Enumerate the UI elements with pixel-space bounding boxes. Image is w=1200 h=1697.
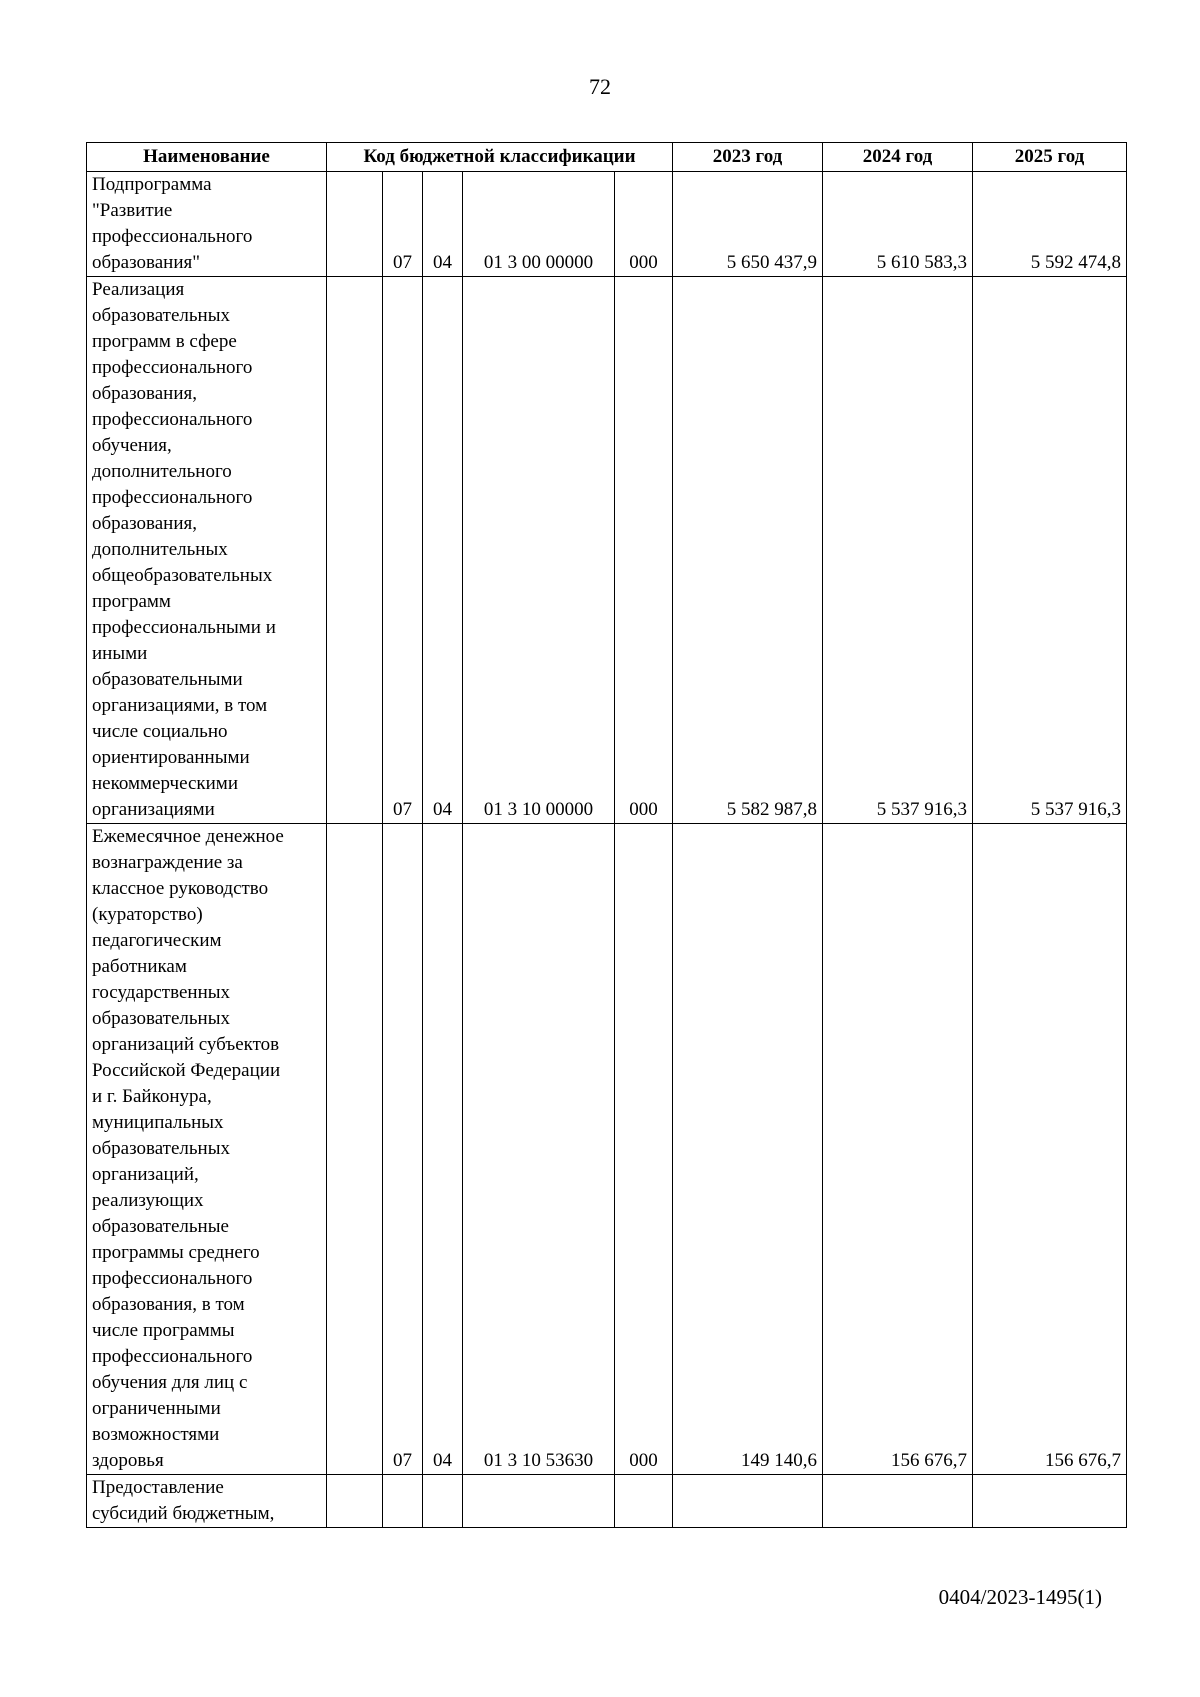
code-subsection: 04 xyxy=(423,824,463,1475)
code-section: 07 xyxy=(383,172,423,277)
value-2025: 5 537 916,3 xyxy=(973,277,1127,824)
header-name: Наименование xyxy=(87,143,327,172)
code-subsection: 04 xyxy=(423,277,463,824)
code-empty xyxy=(327,824,383,1475)
code-expense-type xyxy=(615,1475,673,1528)
row-name: Ежемесячное денежное вознаграждение за классное руководство (кураторство) педагогическим работникам государственных образовательных организаций субъектов Российской Федерации и г. Байконура, муниципальных образовательных организаций, реализующих образовательные программы среднего профессионального образования, в том числе программы профессионального обучения для лиц с ограниченными возможностями здоровья xyxy=(87,824,327,1475)
row-name: Предоставление субсидий бюджетным, xyxy=(87,1475,327,1528)
table-row xyxy=(87,824,1127,1475)
value-2024 xyxy=(823,1475,973,1528)
code-expense-type: 000 xyxy=(615,172,673,277)
code-empty xyxy=(327,172,383,277)
row-name: Подпрограмма "Развитие профессионального образования" xyxy=(87,172,327,277)
value-2025: 156 676,7 xyxy=(973,824,1127,1475)
table-row xyxy=(87,172,1127,277)
code-section: 07 xyxy=(383,277,423,824)
code-section: 07 xyxy=(383,824,423,1475)
document-code: 0404/2023-1495(1) xyxy=(938,1585,1102,1609)
value-2025: 5 592 474,8 xyxy=(973,172,1127,277)
code-target-article xyxy=(463,1475,615,1528)
table-row xyxy=(87,1475,1127,1528)
code-subsection xyxy=(423,1475,463,1528)
code-target-article: 01 3 10 00000 xyxy=(463,277,615,824)
code-target-article: 01 3 10 53630 xyxy=(463,824,615,1475)
value-2024: 5 537 916,3 xyxy=(823,277,973,824)
code-empty xyxy=(327,277,383,824)
page-number: 72 xyxy=(589,74,611,99)
budget-table xyxy=(86,142,1127,1528)
value-2024: 5 610 583,3 xyxy=(823,172,973,277)
table-header-row xyxy=(87,143,1127,172)
code-expense-type: 000 xyxy=(615,824,673,1475)
value-2023 xyxy=(673,1475,823,1528)
row-name: Реализация образовательных программ в сфере профессионального образования, профессионального обучения, дополнительного профессионального образования, дополнительных общеобразовательных программ профессиональными и иными образовательными организациями, в том числе социально ориентированными некоммерческими организациями xyxy=(87,277,327,824)
value-2025 xyxy=(973,1475,1127,1528)
code-expense-type: 000 xyxy=(615,277,673,824)
value-2023: 5 582 987,8 xyxy=(673,277,823,824)
code-subsection: 04 xyxy=(423,172,463,277)
value-2023: 149 140,6 xyxy=(673,824,823,1475)
value-2024: 156 676,7 xyxy=(823,824,973,1475)
code-section xyxy=(383,1475,423,1528)
header-2025: 2025 год xyxy=(973,143,1127,172)
header-2024: 2024 год xyxy=(823,143,973,172)
code-target-article: 01 3 00 00000 xyxy=(463,172,615,277)
header-2023: 2023 год xyxy=(673,143,823,172)
table-row xyxy=(87,277,1127,824)
code-empty xyxy=(327,1475,383,1528)
header-code: Код бюджетной классификации xyxy=(327,143,673,172)
value-2023: 5 650 437,9 xyxy=(673,172,823,277)
